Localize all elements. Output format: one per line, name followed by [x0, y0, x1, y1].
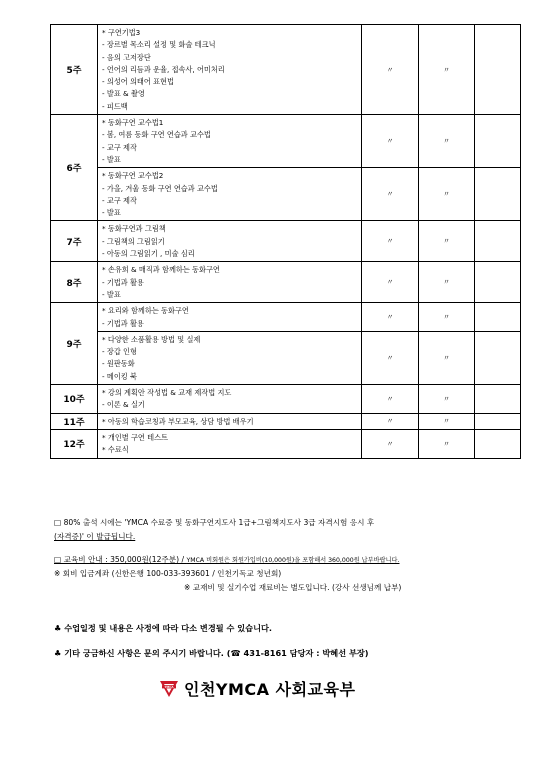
brand-name: 인천YMCA 사회교육부 [184, 680, 356, 699]
table-row [51, 115, 521, 168]
content-line: - 기법과 활용 [102, 318, 144, 328]
content-cell [98, 303, 362, 332]
empty-cell [475, 262, 521, 303]
content-line: - 교구 제작 [102, 142, 137, 152]
content-line: * 요리와 함께하는 동화구연 [102, 306, 189, 316]
content-line: * 아동의 학습코칭과 부모교육, 상담 방법 배우기 [102, 416, 254, 426]
week-label: 6주 [51, 115, 98, 221]
ymca-logo-icon [160, 681, 178, 697]
content-cell [98, 413, 362, 429]
svg-text:YMCA: YMCA [164, 684, 174, 689]
ditto-mark: 〃 [362, 262, 419, 303]
table-row [51, 429, 521, 458]
ditto-mark: 〃 [419, 115, 475, 168]
week-label: 8주 [51, 262, 98, 303]
fee-membership-note: YMCA 비회원은 회원가입비(10,000원)을 포함해서 360,000원 납부바랍니다. [186, 557, 400, 564]
content-cell [98, 385, 362, 414]
ditto-mark: 〃 [362, 221, 419, 262]
fee-note [54, 554, 400, 565]
content-cell [98, 25, 362, 115]
contact-notice: ♣ 기타 궁금하신 사항은 문의 주시기 바랍니다. (☎ 431-8161 담당자 : 박혜선 부장) [54, 648, 369, 658]
content-line: - 아동의 그림읽기 , 미술 심리 [102, 249, 195, 259]
content-line: * 개인별 구연 테스트 [102, 432, 168, 442]
ditto-mark: 〃 [419, 429, 475, 458]
schedule-change-notice: ♣ 수업일정 및 내용은 사정에 따라 다소 변경될 수 있습니다. [54, 623, 273, 633]
week-label: 10주 [51, 385, 98, 414]
empty-cell [475, 429, 521, 458]
ditto-mark: 〃 [362, 25, 419, 115]
content-line: - 장르별 목소리 설정 및 화술 테크닉 [102, 40, 216, 50]
ditto-mark: 〃 [362, 115, 419, 168]
table-row [51, 168, 521, 221]
content-line: * 다양한 소품활용 방법 및 실제 [102, 334, 201, 344]
schedule-table [50, 24, 521, 459]
empty-cell [475, 331, 521, 384]
content-line: - 그림책의 그림읽기 [102, 236, 165, 246]
ditto-mark: 〃 [419, 262, 475, 303]
empty-cell [475, 385, 521, 414]
content-cell [98, 262, 362, 303]
ditto-mark: 〃 [419, 331, 475, 384]
content-line: * 수료식 [102, 445, 129, 455]
empty-cell [475, 115, 521, 168]
ditto-mark: 〃 [362, 385, 419, 414]
empty-cell [475, 413, 521, 429]
content-line: - 교구 제작 [102, 195, 137, 205]
content-line: - 이론 & 실기 [102, 400, 145, 410]
week-label: 12주 [51, 429, 98, 458]
content-line: - 메이킹 북 [102, 371, 137, 381]
content-line: - 의성어 의태어 표현법 [102, 77, 174, 87]
content-line: - 발표 [102, 289, 121, 299]
content-line: * 동화구연과 그림책 [102, 224, 166, 234]
ditto-mark: 〃 [362, 429, 419, 458]
table-row [51, 385, 521, 414]
ditto-mark: 〃 [362, 331, 419, 384]
week-label: 11주 [51, 413, 98, 429]
ditto-mark: 〃 [419, 413, 475, 429]
table-row [51, 303, 521, 332]
table-row [51, 413, 521, 429]
certificate-note-cont: (자격증)' 이 발급됩니다. [54, 532, 136, 541]
content-line: - 음의 고저장단 [102, 52, 151, 62]
material-fee-note: ※ 교재비 및 실기수업 재료비는 별도입니다. (강사 선생님께 납부) [184, 583, 402, 592]
brand-footer [160, 677, 355, 700]
week-label: 5주 [51, 25, 98, 115]
content-line: * 구연기법3 [102, 28, 141, 37]
content-line: - 언어의 리듬과 운율, 접속사, 어미처리 [102, 64, 225, 74]
account-note: ※ 회비 입금계좌 (신한은행 100-033-393601 / 인천기독교 청년회) [54, 569, 282, 578]
content-line: - 발표 [102, 208, 121, 218]
certificate-note: □ 80% 출석 시에는 'YMCA 수료증 및 동화구연지도사 1급+그림책지도사 3급 자격시험 응시 후 [54, 518, 375, 527]
content-line: - 가을, 겨울 동화 구연 연습과 교수법 [102, 183, 218, 193]
fee-label: □ 교육비 안내 : 350,000원(12주분) / [54, 555, 187, 564]
empty-cell [475, 168, 521, 221]
content-cell [98, 115, 362, 168]
ditto-mark: 〃 [419, 25, 475, 115]
content-line: * 손유희 & 매직과 함께하는 동화구연 [102, 265, 220, 275]
ditto-mark: 〃 [419, 303, 475, 332]
content-line: * 동화구연 교수법2 [102, 171, 164, 181]
ditto-mark: 〃 [362, 303, 419, 332]
content-line: - 발표 & 촬영 [102, 89, 145, 99]
ditto-mark: 〃 [419, 385, 475, 414]
empty-cell [475, 221, 521, 262]
content-line: - 원판동화 [102, 359, 135, 369]
ditto-mark: 〃 [419, 221, 475, 262]
content-line: - 장갑 인형 [102, 347, 137, 357]
table-row [51, 331, 521, 384]
content-cell [98, 221, 362, 262]
content-line: * 강의 계획안 작성법 & 교재 제작법 지도 [102, 388, 232, 398]
content-line: * 동화구연 교수법1 [102, 118, 164, 128]
week-label: 7주 [51, 221, 98, 262]
content-line: - 기법과 활용 [102, 277, 144, 287]
content-line: - 봄, 여름 동화 구연 연습과 교수법 [102, 130, 211, 140]
content-cell [98, 168, 362, 221]
table-row [51, 25, 521, 115]
empty-cell [475, 25, 521, 115]
ditto-mark: 〃 [419, 168, 475, 221]
week-label: 9주 [51, 303, 98, 385]
ditto-mark: 〃 [362, 168, 419, 221]
ditto-mark: 〃 [362, 413, 419, 429]
table-row [51, 262, 521, 303]
content-cell [98, 331, 362, 384]
content-cell [98, 429, 362, 458]
content-line: - 피드백 [102, 101, 128, 111]
content-line: - 발표 [102, 154, 121, 164]
empty-cell [475, 303, 521, 332]
table-row [51, 221, 521, 262]
